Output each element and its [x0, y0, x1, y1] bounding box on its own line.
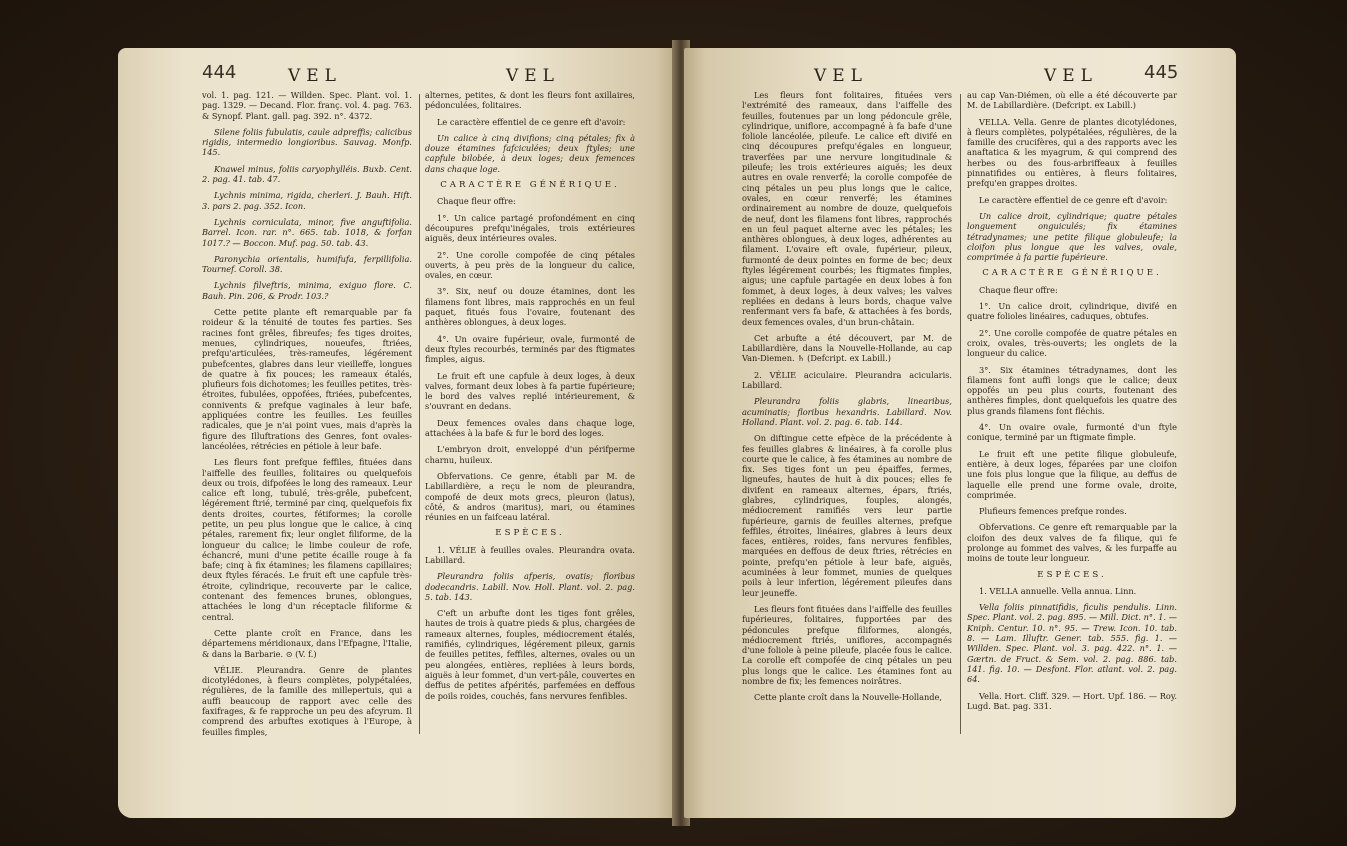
paragraph: Cet arbufte a été découvert, par M. de Labillardière, dans la Nouvelle-Hollande, au cap Van-Diemen. ♄ (Defcript. ex Labill.) [742, 332, 952, 364]
column-rule-left [419, 94, 420, 734]
paragraph: Cette petite plante eft remarquable par fa roideur & la ténuité de toutes fes parties. Ses racines font grêles, fibreufes; fes tiges droites, menues, cylindriques, noueufes, ftriées, prefqu'articulées, très-rameufes, légérement pubefcentes, glabres dans leur vieilleffe, longues de quatre à fix pouces; les rameaux étalés, plufieurs fois dichotomes; les feuilles petites, très-étroites, fubulées, oppofées, ftriées, pubefcentes, connivents & prefque vaginales à leur bafe, appliquées contre les feuilles. Les feuilles radicales, que je n'ai point vues, mais d'après la figure des Illuftrations des Genres, font ovales-lancéolées, rétrécies en pétiole à leur bafe. [202, 307, 412, 451]
paragraph: VÉLIE. Pleurandra. Genre de plantes dicotylédones, à fleurs complètes, polypétalées, régulières, de la famille des millepertuis, qui a auffi beaucoup de rapport avec celle des faxifrages, & fe rapproche un peu des afcyrum. Il comprend des arbuftes exotiques à l'Europe, à feuilles fimples, [202, 664, 412, 737]
left-column-2 [425, 90, 635, 707]
paragraph: Les fleurs font fituées dans l'aiffelle des feuilles fupérieures, folitaires, fupportées par des pédoncules prefque filiformes, alongés, médiocrement ftriés, uniflores, accompagnés d'une foliole à peine pileufe, placée fous le calice. La corolle eft compofée de cinq pétales un peu plus longs que le calice. Les étamines font au nombre de fix; les femences noirâtres. [742, 603, 952, 687]
page-number-left: 444 [202, 62, 237, 83]
paragraph: Le caractère effentiel de ce genre eft d'avoir: [979, 194, 1168, 205]
running-head-left-2: VEL [506, 66, 560, 86]
paragraph: 2°. Une corolle compofée de cinq pétales ouverts, à peu près de la longueur du calice, ovales, en cœur. [425, 249, 635, 281]
paragraph: Lychnis minima, rigida, cherleri. J. Bauh. Hift. 3. pars 2. pag. 352. Icon. [202, 190, 412, 211]
left-column-1 [202, 90, 412, 743]
paragraph: Le caractère effentiel de ce genre eft d'avoir: [437, 116, 626, 127]
running-head-right-1: VEL [814, 66, 868, 86]
paragraph: 2°. Une corolle compofée de quatre pétales en croix, ovales, très-ouverts; les onglets de la longueur du calice. [967, 327, 1177, 359]
paragraph: VELLA. Vella. Genre de plantes dicotylédones, à fleurs complètes, polypétalées, régulières, de la famille des crucifères, qui a des rapports avec les anaftatica & les myagrum, & qui comprend des herbes ou des fous-arbriffeaux à feuilles pinnatifides ou entières, à fleurs folitaires, prefqu'en grappes droites. [967, 116, 1177, 189]
paragraph: Chaque fleur offre: [437, 196, 516, 207]
paragraph: On diftingue cette efpèce de la précédente à fes feuilles glabres & linéaires, à fa corolle plus courte que le calice, à fes étamines au nombre de fix. Ses tiges font un peu épaiffes, fermes, ligneufes, hautes de huit à dix pouces; elles fe divifent en rameaux alternes, épars, ftriés, glabres, cylindriques, fouples, alongés, médiocrement ramifiés vers leur partie fupérieure, garnis de feuilles alternes, prefque feffiles, étroites, linéaires, glabres à leurs deux faces, entières, roides, fans nervures fenfibles, marquées en deffous de deux ftries, rétrécies en pointe, prefqu'en pétiole à leur bafe, aiguës, acuminées à leur fommet, munies de quelques poils à leur infertion, légérement pileufes dans leur jeuneffe. [742, 433, 952, 598]
running-head-right-2: VEL [1044, 66, 1098, 86]
right-page [684, 48, 1236, 818]
paragraph: Le fruit eft une capfule à deux loges, à deux valves, formant deux lobes à fa partie fupérieure; le bord des valves replié intérieurement, & s'ouvrant en dedans. [425, 370, 635, 412]
paragraph: Cette plante croît dans la Nouvelle-Hollande, [754, 692, 942, 703]
section-heading: ESPÈCES. [1037, 569, 1107, 580]
paragraph: 1. VÉLIE à feuilles ovales. Pleurandra ovata. Labillard. [425, 544, 635, 565]
paragraph: Obfervations. Ce genre, établi par M. de Labillardière, a reçu le nom de pleurandra, compofé de deux mots grecs, pleuron (latus), côté, & andros (maritus), mari, ou étamines réunies en un faifceau latéral. [425, 470, 635, 523]
right-column-1 [742, 90, 952, 709]
paragraph: Deux femences ovales dans chaque loge, attachées à la bafe & fur le bord des loges. [425, 417, 635, 439]
page-number-right: 445 [1144, 62, 1179, 83]
paragraph: Le fruit eft une petite filique globuleufe, entière, à deux loges, féparées par une cloifon une fois plus longue que la filique, au deffus de laquelle elle prend une forme ovale, droite, comprimée. [967, 448, 1177, 500]
paragraph: 3°. Six, neuf ou douze étamines, dont les filamens font libres, mais rapprochés en un feul paquet, fitués fous l'ovaire, foutenant des anthères oblongues, à deux loges. [425, 286, 635, 328]
column-rule-right [960, 94, 961, 734]
paragraph: Obfervations. Ce genre eft remarquable par la cloifon des deux valves de fa filique, qui fe prolonge au fommet des valves, & les furpaffe au moins de toute leur longueur. [967, 522, 1177, 564]
paragraph: Les fleurs font prefque feffiles, fituées dans l'aiffelle des feuilles, folitaires ou quelquefois deux ou trois, difpofées le long des rameaux. Leur calice eft long, tubulé, très-grêle, pubefcent, légérement ftrié, terminé par cinq, quelquefois fix dents droites, courtes, fétiformes; la corolle petite, un peu plus longue que le calice, à cinq pétales, rarement fix; leur onglet filiforme, de la longueur du calice; le limbe couleur de rofe, échancré, muni d'une petite écaille rouge à fa bafe; cinq à fix étamines; les filamens capillaires; deux ftyles féracés. Le fruit eft une capfule très-étroite, cylindrique, recouverte par le calice, contenant des femences brunes, oblongues, attachées le long d'un réceptacle filiforme & central. [202, 457, 412, 622]
paragraph: 3°. Six étamines tétradynames, dont les filamens font auffi longs que le calice; deux oppofés un peu plus courts, foutenant des anthères fimples, dont quelquefois les quatre des plus grands filamens font fléchis. [967, 364, 1177, 416]
paragraph: Silene foliis fubulatis, caule adpreffis; calicibus rigidis, intermedio longioribus. Sauvag. Monfp. 145. [202, 126, 412, 158]
paragraph: L'embryon droit, enveloppé d'un périfperme charnu, huileux. [425, 444, 635, 465]
right-column-2 [967, 90, 1177, 717]
paragraph: Lychnis corniculata, minor, five anguftifolia. Barrel. Icon. rar. n°. 665. tab. 1018, & forfan 1017.? — Boccon. Muf. pag. 50. tab. 43. [202, 216, 412, 248]
section-heading: CARACTÈRE GÉNÉRIQUE. [440, 180, 620, 191]
paragraph: Pleurandra foliis afperis, ovatis; floribus dodecandris. Labill. Nov. Holl. Plant. vol. 2. pag. 5. tab. 143. [425, 571, 635, 602]
paragraph: 4°. Un ovaire ovale, furmonté d'un ftyle conique, terminé par un ftigmate fimple. [967, 422, 1177, 443]
paragraph: C'eft un arbufte dont les tiges font grêles, hautes de trois à quatre pieds & plus, chargées de rameaux alternes, fouples, médiocrement étalés, ramifiés, cylindriques, légérement pileux, garnis de feuilles petites, feffiles, alternes, ovales ou un peu alongées, entières, repliées à leurs bords, aiguës à leur fommet, d'un vert-pâle, couvertes en deffus de petites afpérités, parfemées en deffous de poils roides, couchés, fans nervures fenfibles. [425, 608, 635, 701]
paragraph: Paronychia orientalis, humifufa, ferpillifolia. Tournef. Coroll. 38. [202, 253, 412, 275]
paragraph: Vella foliis pinnatifidis, ficulis pendulis. Linn. Spec. Plant. vol. 2. pag. 895. — Mill. Dict. n°. 1. — Kniph. Centur. 10. n°. 95. — Trew. Icon. 10. tab. 8. — Lam. Illuftr. Gener. tab. 555. fig. 1. — Willden. Spec. Plant. vol. 3. pag. 422. n°. 1. — Gærtn. de Fruct. & Sem. vol. 2. pag. 886. tab. 141. fig. 10. — Desfont. Flor. atlant. vol. 2. pag. 64. [967, 602, 1177, 685]
paragraph: 1°. Un calice partagé profondément en cinq découpures prefqu'inégales, trois extérieures aiguës, deux intérieures ovales. [425, 212, 635, 244]
paragraph: Cette plante croît en France, dans les départemens méridionaux, dans l'Efpagne, l'Italie, & dans la Barbarie. ⊙ (V. f.) [202, 627, 412, 659]
section-heading: CARACTÈRE GÉNÉRIQUE. [982, 268, 1162, 279]
paragraph: vol. 1. pag. 121. — Willden. Spec. Plant. vol. 1. pag. 1329. — Decand. Flor. franç. vol. 4. pag. 763. & Synopf. Plant. gall. pag. 392. n°. 4372. [202, 90, 412, 121]
paragraph: Lychnis filveftris, minima, exiguo flore. C. Bauh. Pin. 206, & Prodr. 103.? [202, 280, 412, 301]
paragraph: Plufieurs femences prefque rondes. [979, 506, 1127, 517]
paragraph: 4°. Un ovaire fupérieur, ovale, furmonté de deux ftyles recourbés, terminés par des ftigmates fimples, aigus. [425, 333, 635, 365]
paragraph: au cap Van-Diémen, où elle a été découverte par M. de Labillardière. (Defcript. ex Labill.) [967, 90, 1177, 111]
paragraph: Chaque fleur offre: [979, 284, 1058, 295]
paragraph: Un calice droit, cylindrique; quatre pétales longuement onguiculés; fix étamines tétradynames; une petite filique globuleufe; la cloifon plus longue que les valves, ovale, comprimée à fa partie fupérieure. [967, 210, 1177, 263]
running-head-left-1: VEL [288, 66, 342, 86]
paragraph: Knawel minus, foliis caryophylléis. Buxb. Cent. 2. pag. 41. tab. 47. [202, 163, 412, 185]
paragraph: Pleurandra foliis glabris, linearibus, acuminatis; floribus hexandris. Labillard. Nov. Holland. Plant. vol. 2. pag. 6. tab. 144. [742, 396, 952, 427]
left-page [118, 48, 678, 818]
paragraph: Vella. Hort. Cliff. 329. — Hort. Upf. 186. — Roy. Lugd. Bat. pag. 331. [967, 690, 1177, 711]
section-heading: ESPÈCES. [495, 528, 565, 539]
paragraph: 1°. Un calice droit, cylindrique, divifé en quatre folioles linéaires, caduques, obtufes. [967, 301, 1177, 322]
paragraph: Un calice à cinq divifions; cinq pétales; fix à douze étamines fafciculées; deux ftyles; une capfule bilobée, à deux loges; deux femences dans chaque loge. [425, 132, 635, 174]
paragraph: 2. VÉLIE aciculaire. Pleurandra acicularis. Labillard. [742, 369, 952, 391]
paragraph: Les fleurs font folitaires, fituées vers l'extrémité des rameaux, dans l'aiffelle des feuilles, foutenues par un long pédoncule grêle, cylindrique, uniflore, accompagné à fa bafe d'une foliole lancéolée, pileufe. Le calice eft divifé en cinq découpures prefqu'égales en longueur, traverfées par une nervure longitudinale & pileufe; les trois extérieures aiguës; les deux autres en ovale renverfé; la corolle compofée de cinq pétales un peu plus longs que le calice, ovales, en cœur renverfé; les étamines ordinairement au nombre de douze, quelquefois de neuf, dont les filamens font libres, rapprochés en un feul paquet alterne avec les pétales; les anthères oblongues, à deux loges, adhérentes au filament. L'ovaire eft ovale, fupérieur, pileux, furmonté de deux pointes en forme de bec; deux ftyles légérement courbés; les ftigmates fimples, aigus; une capfule partagée en deux lobes à fon fommet, à deux loges, à deux valves; les valves repliées en dedans à leurs bords, chaque valve renfermant vers fa bafe, & attachées à fes bords, deux femences ovales, d'un brun-châtain. [742, 90, 952, 327]
paragraph: 1. VELLA annuelle. Vella annua. Linn. [979, 585, 1137, 596]
paragraph: alternes, petites, & dont les fleurs font axillaires, pédonculées, folitaires. [425, 90, 635, 111]
